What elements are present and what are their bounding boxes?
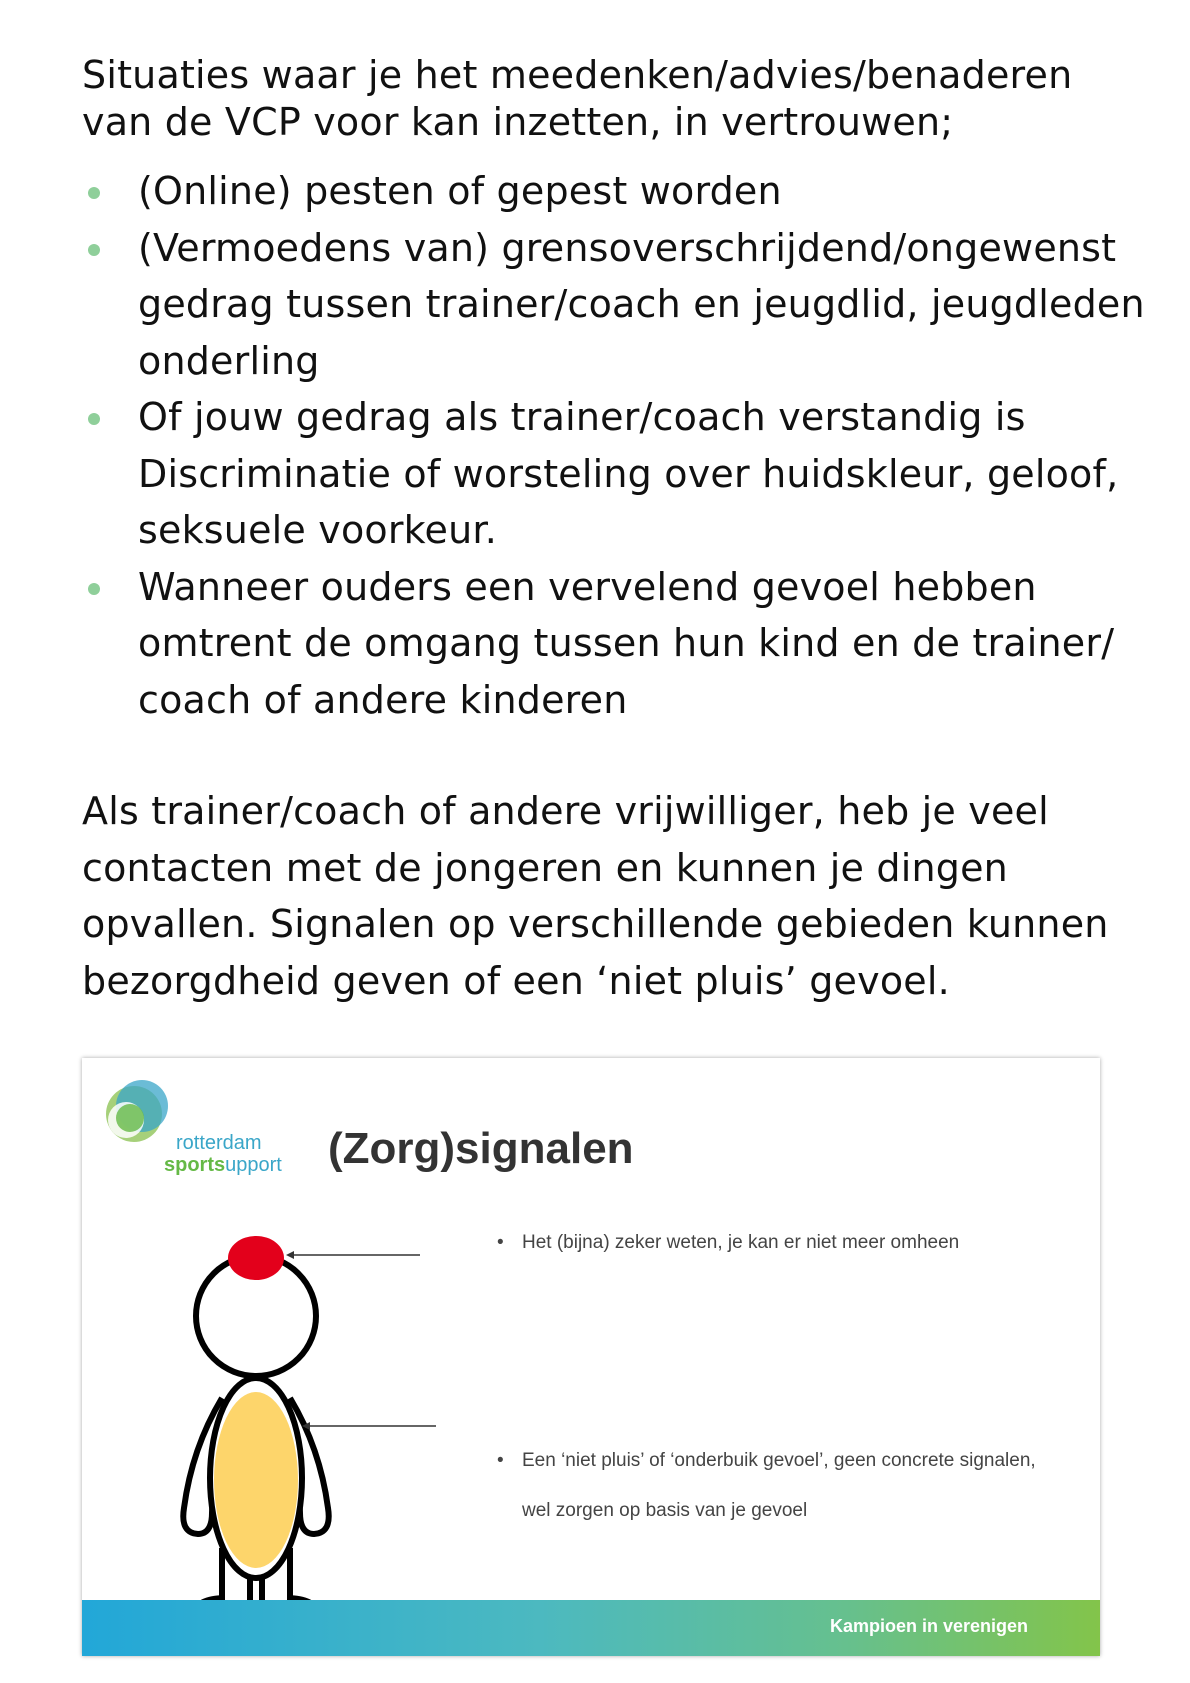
list-item-text: (Online) pesten of gepest worden bbox=[138, 169, 782, 213]
embedded-slide bbox=[82, 1058, 1100, 1656]
logo-text-rotterdam: rotterdam bbox=[176, 1132, 262, 1154]
signal-head-text: • Het (bijna) zeker weten, je kan er niet meer omheen bbox=[522, 1218, 959, 1268]
slide-footer-bar bbox=[82, 1600, 1100, 1656]
bullet-dot-icon bbox=[88, 244, 100, 256]
list-item-text: (Vermoedens van) grensoverschrijdend/ongewenst gedrag tussen trainer/coach en jeugdlid, jeugdleden onderling bbox=[138, 225, 1145, 383]
rotterdam-sportsupport-logo bbox=[96, 1072, 286, 1176]
list-item bbox=[82, 559, 1152, 729]
list-item-text: Wanneer ouders een vervelend gevoel hebben omtrent de omgang tussen hun kind en de trainer/ coach of andere kinderen bbox=[138, 564, 1115, 722]
situations-list bbox=[82, 163, 1152, 728]
footer-slogan: Kampioen in verenigen bbox=[829, 1616, 1028, 1636]
slide-title: (Zorg)signalen bbox=[328, 1124, 634, 1173]
list-item bbox=[82, 163, 1152, 220]
bullet-dot-icon bbox=[88, 413, 100, 425]
bullet-dot-icon bbox=[88, 583, 100, 595]
intro-line: van de VCP voor kan inzetten, in vertrouwen; bbox=[82, 100, 954, 144]
person-figure-icon bbox=[122, 1208, 482, 1628]
logo-circles-icon bbox=[96, 1072, 176, 1152]
closing-line: opvallen. Signalen op verschillende gebieden kunnen bbox=[82, 902, 1109, 946]
logo-text-sportsupport: sportsupport bbox=[164, 1154, 282, 1176]
closing-line: bezorgdheid geven of een ‘niet pluis’ gevoel. bbox=[82, 958, 950, 1003]
signal-belly-text: • Een ‘niet pluis’ of ‘onderbuik gevoel’, geen concrete signalen, wel zorgen op basis van je gevoel bbox=[522, 1436, 1062, 1536]
intro-paragraph bbox=[82, 52, 1142, 146]
list-item bbox=[82, 389, 1152, 559]
list-item-text: Of jouw gedrag als trainer/coach verstandig is Discriminatie of worsteling over huidskleur, geloof, seksuele voorkeur. bbox=[138, 395, 1119, 552]
closing-paragraph bbox=[82, 783, 1152, 1009]
bullet-icon: • bbox=[497, 1232, 504, 1253]
belly-signal-marker bbox=[214, 1392, 298, 1568]
bullet-icon: • bbox=[497, 1450, 504, 1471]
closing-line: Als trainer/coach of andere vrijwilliger, heb je veel bbox=[82, 789, 1049, 833]
head-signal-marker bbox=[228, 1236, 284, 1280]
bullet-dot-icon bbox=[88, 187, 100, 199]
list-item bbox=[82, 220, 1152, 390]
closing-line: contacten met de jongeren en kunnen je dingen bbox=[82, 845, 1008, 890]
intro-line: Situaties waar je het meedenken/advies/benaderen bbox=[82, 53, 1073, 97]
